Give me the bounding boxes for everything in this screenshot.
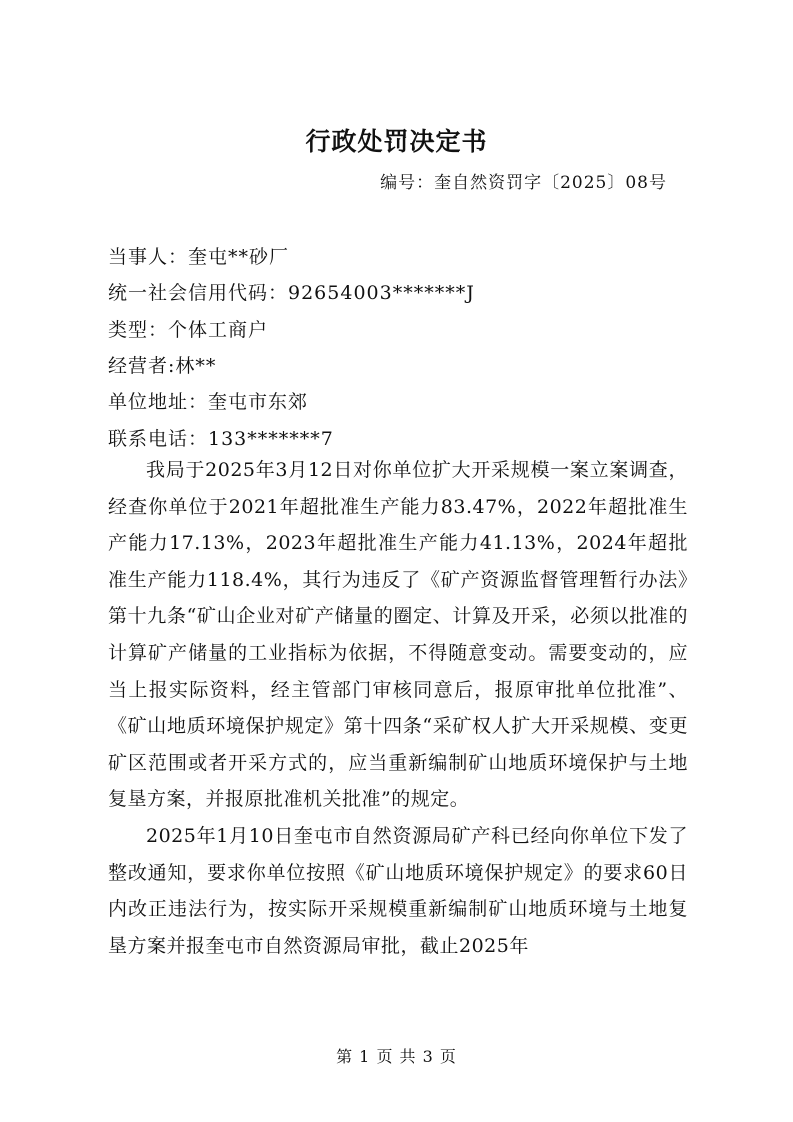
paragraph: 2025年1月10日奎屯市自然资源局矿产科已经向你单位下发了整改通知，要求你单位按照《矿山地质环境保护规定》的要求60日内改正违法行为，按实际开采规模重新编制矿山地质环境与土地复垦方案并报奎屯市自然资源局审批，截止2025年: [108, 824, 688, 957]
paragraph: 我局于2025年3月12日对你单位扩大开采规模一案立案调查，经查你单位于2021年超批准生产能力83.47%，2022年超批准生产能力17.13%，2023年超批准生产能力41.13%，2024年超批准生产能力118.4%，其行为违反了《矿产资源监督管理暂行办法》第十九条“矿山企业对矿产储量的圈定、计算及开采，必须以批准的计算矿产储量的工业指标为依据，不得随意变动。需要变动的，应当上报实际资料，经主管部门审核同意后，报原审批单位批准”、《矿山地质环境保护规定》第十四条“采矿权人扩大开采规模、变更矿区范围或者开采方式的，应当重新编制矿山地质环境保护与土地复垦方案，并报原批准机关批准”的规定。: [108, 459, 688, 811]
document-number: 编号：奎自然资罚字〔2025〕08号: [380, 173, 667, 193]
address: 单位地址：奎屯市东郊: [108, 391, 309, 413]
entity-type: 类型：个体工商户: [108, 319, 269, 341]
document-title: 行政处罚决定书: [305, 127, 488, 156]
credit-code: 统一社会信用代码：92654003*******J: [108, 282, 475, 304]
phone: 联系电话：133*******7: [108, 428, 334, 450]
operator: 经营者:林**: [108, 355, 217, 377]
party-name: 当事人：奎屯**砂厂: [108, 246, 290, 268]
body-text: [108, 452, 688, 964]
page-footer: 第 1 页 共 3 页: [336, 1047, 457, 1066]
